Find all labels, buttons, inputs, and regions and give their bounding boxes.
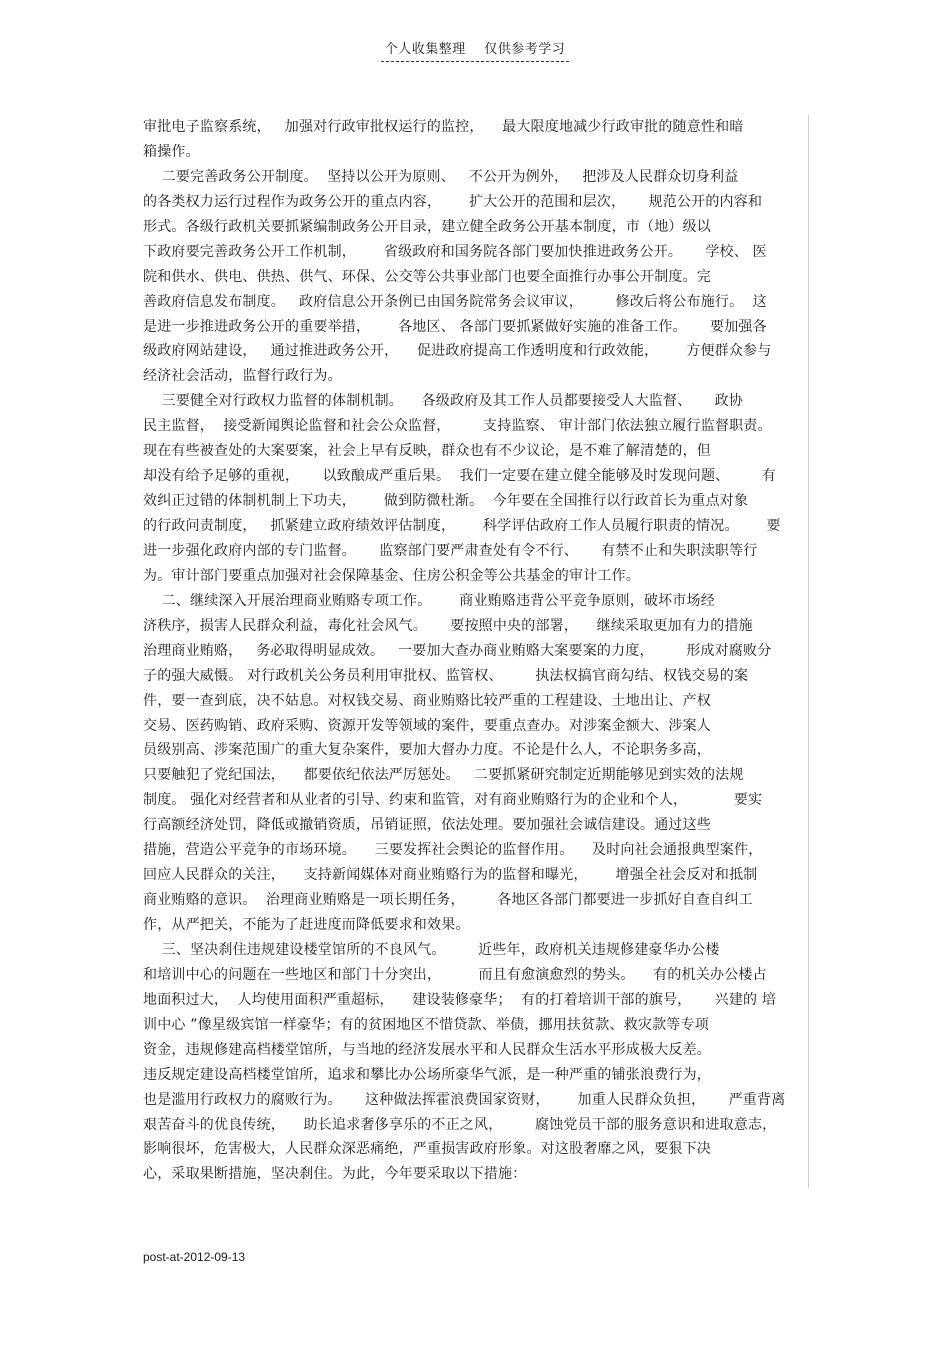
text-line: 交易、医药购销、政府采购、资源开发等领域的案件，要重点查办。对涉案金额大、涉案人 [143,717,711,734]
text-line: 的各类权力运行过程作为政务公开的重点内容， 扩大公开的范围和层次， 规范公开的内容和 [143,193,763,210]
text-line: 心，采取果断措施，坚决刹住。为此，今年要采取以下措施： [143,1166,527,1183]
text-line: 和培训中心的问题在一些地区和部门十分突出， 而且有愈演愈烈的势头。 有的机关办公楼占 [143,966,767,983]
text-line: 审批电子监察系统， 加强对行政审批权运行的监控， 最大限度地减少行政审批的随意性和暗 [143,119,744,135]
text-line: 善政府信息发布制度。 政府信息公开条例已由国务院常务会议审议， 修改后将公布施行。 这 [143,293,767,310]
text-line: 件，要一查到底，决不姑息。对权钱交易、商业贿赂比较严重的工程建设、土地出让、产权 [143,692,711,709]
header-text: 个人收集整理 仅供参考学习 [381,38,570,62]
text-line: 三、坚决刹住违规建设楼堂馆所的不良风气。 近些年，政府机关违规修建豪华办公楼 [143,941,720,958]
text-line: 经济社会活动，监督行政行为。 [143,368,342,385]
text-line: 回应人民群众的关注， 支持新闻媒体对商业贿赂行为的监督和曝光， 增强全社会反对和抵制 [143,867,758,884]
text-line: 形式。各级行政机关要抓紧编制政务公开目录，建立健全政务公开基本制度，市（地）级以 [143,218,711,235]
text-line: 行高额经济处罚，降低或撤销资质，吊销证照，依法处理。要加强社会诚信建设。通过这些 [143,817,711,834]
text-line: 进一步强化政府内部的专门监督。 监察部门要严肃查处有令不行、 有禁不止和失职渎职等行 [143,542,758,559]
text-line: 为。审计部门要重点加强对社会保障基金、住房公积金等公共基金的审计工作。 [143,567,640,584]
text-line: 艰苦奋斗的优良传统， 助长追求奢侈享乐的不正之风， 腐蚀党员干部的服务意识和进取意志， [143,1116,777,1133]
text-line: 商业贿赂的意识。 治理商业贿赂是一项长期任务， 各地区各部门都要进一步抓好自查自纠工 [143,892,753,909]
text-line: 是进一步推进政务公开的重要举措， 各地区、 各部门要抓紧做好实施的准备工作。 要加强各 [143,318,767,335]
text-line: 训中心 ”像星级宾馆一样豪华；有的贫困地区不惜贷款、举债，挪用扶贫款、救灾款等专项 [143,1016,709,1033]
page-footer: post-at-2012-09-13 [143,1250,246,1264]
text-line: 子的强大威慑。 对行政机关公务员利用审批权、监管权、 执法权搞官商勾结、权钱交易的案 [143,667,749,684]
text-line: 影响很坏，危害极大，人民群众深恶痛绝，严重损害政府形象。对这股奢靡之风，要狠下决 [143,1141,711,1158]
text-line: 却没有给予足够的重视， 以致酿成严重后果。 我们一定要在建立健全能够及时发现问题、 有 [143,468,777,485]
text-line: 措施，营造公平竞争的市场环境。 三要发挥社会舆论的监督作用。 及时向社会通报典型案件， [143,842,763,859]
text-line: 的行政问责制度， 抓紧建立政府绩效评估制度， 科学评估政府工作人员履行职责的情况。 要 [143,518,781,534]
body-text [143,115,809,1188]
text-line: 也是滥用行政权力的腐败行为。 这种做法挥霍浪费国家资财， 加重人民群众负担， 严重背离 [143,1091,786,1108]
text-line: 三要健全对行政权力监督的体制机制。 各级政府及其工作人员都要接受人大监督、 政协 [143,393,744,410]
text-line: 地面积过大， 人均使用面积严重超标， 建设装修豪华； 有的打着培训干部的旗号， 兴建的 培 [143,991,777,1008]
text-line: 民主监督， 接受新闻舆论监督和社会公众监督， 支持监察、 审计部门依法独立履行监督职责。 [143,418,772,435]
text-line: 院和供水、供电、供热、供气、环保、公交等公共事业部门也要全面推行办事公开制度。完 [143,268,711,285]
text-line: 下政府要完善政务公开工作机制， 省级政府和国务院各部门要加快推进政务公开。 学校、 医 [143,243,767,260]
text-line: 治理商业贿赂， 务必取得明显成效。 一要加大查办商业贿赂大案要案的力度， 形成对腐败分 [143,642,772,659]
text-line: 员级别高、涉案范围广的重大复杂案件，要加大督办力度。不论是什么人，不论职务多高， [143,742,711,759]
text-line: 违反规定建设高档楼堂馆所，追求和攀比办公场所豪华气派，是一种严重的铺张浪费行为， [143,1066,711,1083]
text-line: 制度。 强化对经营者和从业者的引导、约束和监管，对有商业贿赂行为的企业和个人， 要实 [143,792,763,809]
text-line: 二、继续深入开展治理商业贿赂专项工作。 商业贿赂违背公平竞争原则，破坏市场经 [143,592,715,609]
page-header [0,38,950,62]
text-line: 效纠正过错的体制机制上下功夫， 做到防微杜渐。 今年要在全国推行以行政首长为重点对象 [143,493,749,510]
text-line: 作，从严把关，不能为了赶进度而降低要求和效果。 [143,917,470,933]
text-line: 资金，违规修建高档楼堂馆所，与当地的经济发展水平和人民群众生活水平形成极大反差。 [143,1041,711,1058]
text-line: 级政府网站建设， 通过推进政务公开， 促进政府提高工作透明度和行政效能， 方便群众参与 [143,343,772,360]
text-line: 二要完善政务公开制度。 坚持以公开为原则、 不公开为例外， 把涉及人民群众切身利益 [143,168,739,185]
text-line: 只要触犯了党纪国法， 都要依纪依法严厉惩处。 二要抓紧研究制定近期能够见到实效的法规 [143,767,744,784]
text-line: 现在有些被查处的大案要案，社会上早有反映，群众也有不少议论，是不难了解清楚的，但 [143,443,711,460]
text-line: 济秩序，损害人民群众利益，毒化社会风气。 要按照中央的部署， 继续采取更加有力的措施 [143,617,753,634]
text-line: 箱操作。 [143,143,200,160]
